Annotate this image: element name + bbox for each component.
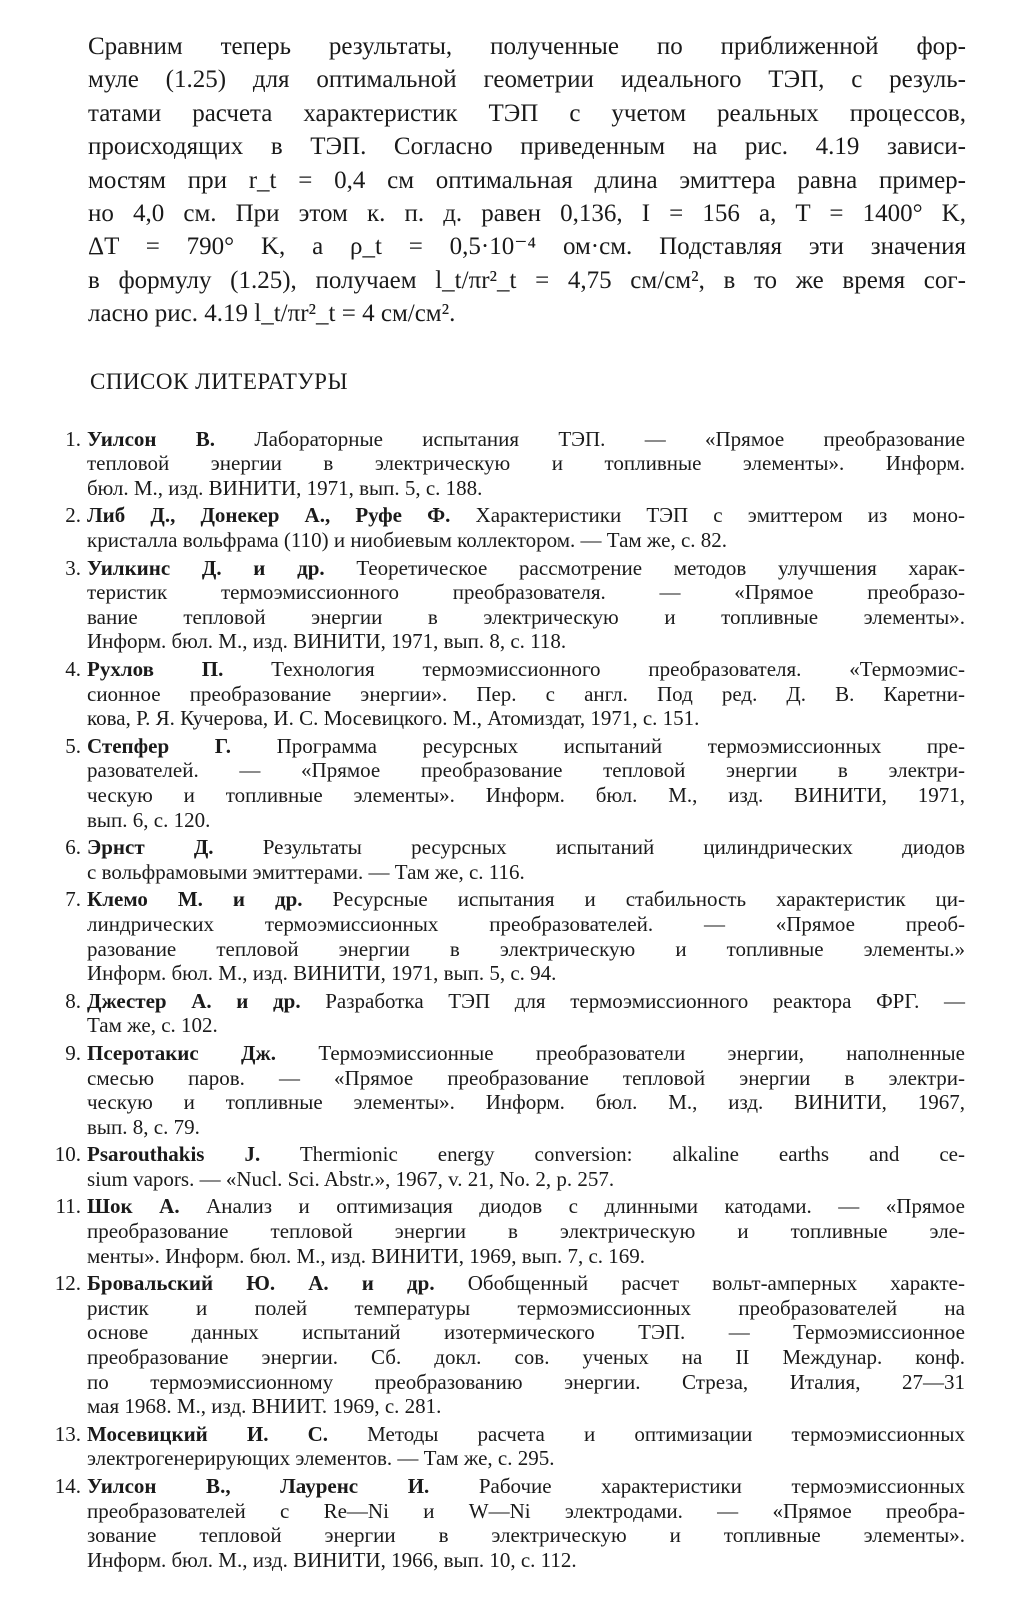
reference-title-text: Разработка ТЭП для термоэмиссионного реактора ФРГ. — (300, 988, 965, 1013)
reference-authors: Уилсон В. (87, 426, 216, 451)
reference-number: 8. (65, 988, 81, 1013)
reference-number: 12. (54, 1271, 81, 1296)
section-title: СПИСОК ЛИТЕРАТУРЫ (90, 368, 349, 394)
reference-item (54, 1271, 965, 1419)
reference-line: ческую и топливные элементы». Информ. бюл. М., изд. ВИНИТИ, 1971, (87, 782, 965, 807)
reference-item (65, 988, 965, 1038)
reference-line: ческую и топливные элементы». Информ. бюл. М., изд. ВИНИТИ, 1967, (87, 1090, 965, 1115)
reference-authors: Эрнст Д. (87, 835, 214, 860)
reference-first-line (87, 989, 965, 1014)
intro-line: Сравним теперь результаты, полученные по приближенной фор- (88, 33, 966, 60)
reference-line: преобразование энергии. Сб. докл. сов. ученых на II Междунар. конф. (87, 1345, 965, 1370)
reference-authors: Степфер Г. (87, 733, 232, 758)
reference-authors: Мосевицкий И. С. (87, 1421, 328, 1446)
reference-first-line (87, 1142, 965, 1167)
reference-line: мая 1968. М., изд. ВНИИТ. 1969, с. 281. (87, 1394, 442, 1419)
reference-number: 4. (65, 657, 81, 681)
reference-first-line (87, 1041, 965, 1066)
reference-first-line (87, 657, 965, 682)
reference-item (65, 733, 965, 832)
reference-line: по термоэмиссионному преобразованию энергии. Стреза, Италия, 27—31 (87, 1369, 965, 1394)
intro-line: ласно рис. 4.19 l_t/πr²_t = 4 см/см². (88, 300, 456, 328)
reference-line: вып. 8, с. 79. (87, 1114, 200, 1139)
reference-line: основе данных испытаний изотермического ТЭП. — Термоэмиссионное (87, 1320, 965, 1345)
reference-line: Там же, с. 102. (87, 1013, 218, 1038)
reference-number: 1. (65, 426, 81, 451)
reference-title-text: Рабочие характеристики термоэмиссионных (429, 1474, 965, 1498)
intro-line: муле (1.25) для оптимальной геометрии идеального ТЭП, с резуль- (88, 66, 966, 94)
reference-title-text: Термоэмиссионные преобразователи энергии, наполненные (275, 1040, 965, 1065)
reference-line: Информ. бюл. М., изд. ВИНИТИ, 1971, вып. 8, с. 118. (87, 629, 567, 654)
reference-title-text: Характеристики ТЭП с эмиттером из моно- (450, 503, 965, 528)
reference-number: 5. (65, 733, 81, 758)
reference-title-text: Обобщенный расчет вольт-амперных характе- (434, 1271, 965, 1296)
reference-number: 6. (65, 835, 81, 860)
reference-first-line (87, 1271, 965, 1296)
reference-first-line (87, 1194, 965, 1219)
reference-title-text: Ресурсные испытания и стабильность характеристик ци- (302, 887, 965, 912)
reference-title-text: Методы расчета и оптимизации термоэмиссионных (328, 1421, 965, 1446)
intro-line: ΔT = 790° K, а ρ_t = 0,5·10⁻⁴ ом·см. Подставляя эти значения (88, 233, 966, 261)
reference-title-text: Анализ и оптимизация диодов с длинными катодами. — «Прямое (179, 1194, 965, 1219)
reference-first-line (87, 887, 965, 912)
reference-line: вып. 6, с. 120. (87, 807, 211, 832)
reference-title-text: Thermionic energy conversion: alkaline earths and ce- (260, 1142, 965, 1167)
reference-line: бюл. М., изд. ВИНИТИ, 1971, вып. 5, с. 188. (87, 475, 483, 500)
reference-first-line (87, 556, 965, 581)
reference-authors: Псеротакис Дж. (87, 1040, 276, 1065)
reference-number: 3. (65, 555, 81, 580)
reference-line: преобразователей с Re—Ni и W—Ni электродами. — «Прямое преобра- (87, 1498, 965, 1523)
reference-line: ристик и полей температуры термоэмиссионных преобразователей на (87, 1295, 965, 1320)
reference-line: зование тепловой энергии в электрическую и топливные элементы». (87, 1523, 965, 1548)
reference-line: кристалла вольфрама (110) и ниобиевым коллектором. — Там же, с. 82. (87, 528, 728, 553)
reference-first-line (87, 835, 965, 860)
reference-number: 11. (55, 1194, 81, 1219)
reference-authors: Бровальский Ю. А. и др. (87, 1271, 435, 1296)
reference-first-line (87, 503, 965, 528)
reference-title-text: Технология термоэмиссионного преобразователя. «Термоэмис- (223, 657, 965, 681)
reference-title-text: Программа ресурсных испытаний термоэмиссионных пре- (231, 733, 965, 758)
reference-first-line (87, 734, 965, 759)
intro-line: происходящих в ТЭП. Согласно приведенным на рис. 4.19 зависи- (88, 133, 966, 161)
reference-authors: Уилсон В., Лауренс И. (87, 1474, 430, 1498)
reference-authors: Шок А. (87, 1194, 180, 1219)
reference-line: теристик термоэмиссионного преобразователя. — «Прямое преобразо- (87, 580, 965, 605)
reference-line: sium vapors. — «Nucl. Sci. Abstr.», 1967, v. 21, No. 2, p. 257. (87, 1166, 615, 1191)
reference-line: менты». Информ. бюл. М., изд. ВИНИТИ, 1969, вып. 7, с. 169. (87, 1243, 646, 1268)
intro-line: в формулу (1.25), получаем l_t/πr²_t = 4,75 см/см², в то же время сог- (88, 266, 966, 294)
reference-line: вание тепловой энергии в электрическую и топливные элементы». (87, 604, 965, 629)
intro-line: но 4,0 см. При этом к. п. д. равен 0,136, I = 156 а, T = 1400° K, (88, 200, 966, 228)
reference-line: кова, Р. Я. Кучерова, И. С. Мосевицкого. М., Атомиздат, 1971, с. 151. (87, 706, 700, 731)
reference-number: 10. (54, 1142, 81, 1167)
reference-authors: Уилкинс Д. и др. (87, 555, 325, 580)
reference-number: 2. (65, 503, 81, 528)
reference-line: электрогенерирующих элементов. — Там же, с. 295. (87, 1446, 555, 1471)
reference-item (65, 426, 965, 501)
intro-line: мостям при r_t = 0,4 см оптимальная длина эмиттера равна пример- (88, 166, 966, 194)
reference-item (65, 887, 965, 986)
reference-line: разователей. — «Прямое преобразование тепловой энергии в электри- (87, 758, 965, 783)
intro-line: татами расчета характеристик ТЭП с учетом реальных процессов, (88, 99, 966, 127)
reference-item (65, 503, 965, 553)
reference-line: линдрических термоэмиссионных преобразователей. — «Прямое преоб- (87, 911, 965, 936)
reference-number: 9. (65, 1040, 81, 1065)
reference-line: преобразование тепловой энергии в электрическую и топливные эле- (87, 1219, 965, 1244)
reference-line: разование тепловой энергии в электрическую и топливные элементы.» (87, 936, 965, 961)
reference-title-text: Лабораторные испытания ТЭП. — «Прямое преобразование (215, 426, 965, 451)
reference-number: 7. (65, 887, 81, 912)
reference-line: Информ. бюл. М., изд. ВИНИТИ, 1966, вып. 10, с. 112. (87, 1547, 577, 1572)
reference-item (65, 555, 965, 654)
reference-line: сионное преобразование энергии». Пер. с англ. Под ред. Д. В. Каретни- (87, 681, 965, 706)
reference-authors: Psarouthakis J. (87, 1142, 261, 1167)
reference-first-line (87, 1474, 965, 1499)
intro-paragraph (88, 30, 966, 331)
reference-authors: Клемо М. и др. (87, 887, 303, 912)
reference-line: смесью паров. — «Прямое преобразование тепловой энергии в электри- (87, 1065, 965, 1090)
reference-first-line (87, 427, 965, 452)
reference-authors: Джестер А. и др. (87, 988, 301, 1013)
reference-item (65, 1040, 965, 1139)
reference-number: 13. (54, 1421, 81, 1446)
reference-title-text: Теоретическое рассмотрение методов улучшения харак- (324, 555, 965, 580)
reference-first-line (87, 1422, 965, 1447)
reference-authors: Рухлов П. (87, 657, 224, 681)
reference-line: с вольфрамовыми эмиттерами. — Там же, с. 116. (87, 859, 525, 884)
reference-item (65, 835, 965, 884)
reference-list (54, 426, 965, 1573)
reference-item (65, 657, 965, 731)
reference-item (55, 1194, 965, 1268)
reference-line: тепловой энергии в электрическую и топливные элементы». Информ. (87, 451, 965, 476)
reference-number: 14. (54, 1474, 81, 1498)
reference-line: Информ. бюл. М., изд. ВИНИТИ, 1971, вып. 5, с. 94. (87, 961, 557, 986)
reference-item (54, 1142, 965, 1191)
reference-item (54, 1421, 965, 1471)
reference-item (54, 1474, 965, 1572)
reference-title-text: Результаты ресурсных испытаний цилиндрических диодов (213, 835, 965, 860)
reference-authors: Либ Д., Донекер А., Руфе Ф. (87, 503, 451, 528)
